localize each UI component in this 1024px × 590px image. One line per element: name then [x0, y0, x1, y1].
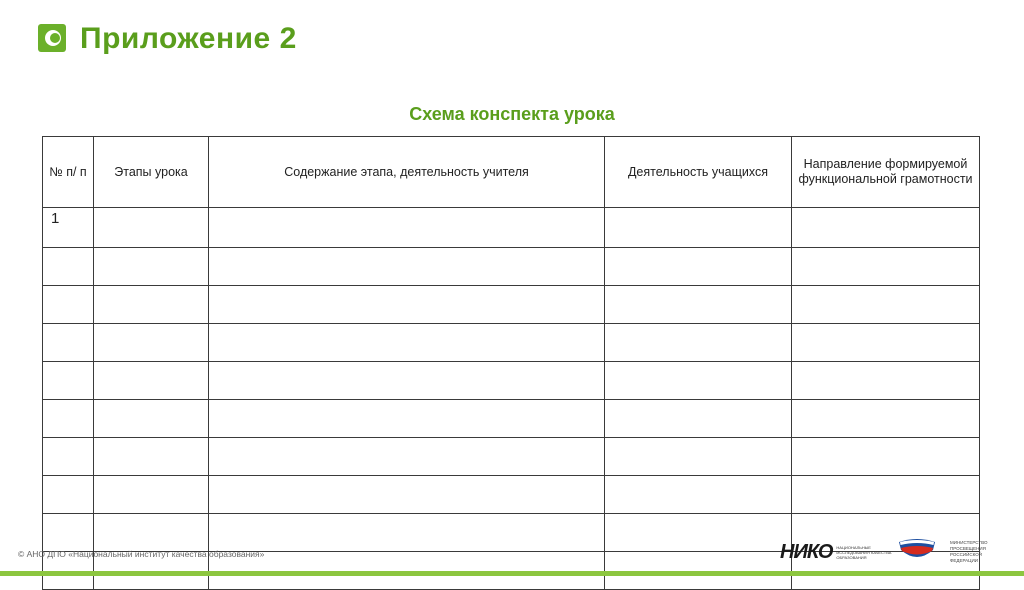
table-cell	[43, 286, 94, 324]
table-row	[43, 400, 980, 438]
table-row	[43, 208, 980, 248]
table-row	[43, 438, 980, 476]
table-cell	[605, 208, 792, 248]
table-cell	[94, 208, 209, 248]
table-cell	[43, 476, 94, 514]
footer-accent-bar	[0, 571, 1024, 576]
table-cell	[605, 438, 792, 476]
copyright-text: © АНО ДПО «Национальный институт качества образования»	[18, 549, 265, 559]
niko-logo-subtext: НАЦИОНАЛЬНЫЕ ИССЛЕДОВАНИЯ КАЧЕСТВА ОБРАЗОВАНИЯ	[836, 544, 892, 560]
table-cell	[94, 362, 209, 400]
table-row	[43, 476, 980, 514]
table-cell	[209, 208, 605, 248]
table-cell	[94, 476, 209, 514]
table-cell	[209, 514, 605, 552]
table-cell	[94, 286, 209, 324]
ministry-emblem-icon	[897, 538, 937, 564]
table-row	[43, 248, 980, 286]
table-cell	[605, 362, 792, 400]
table-cell	[209, 286, 605, 324]
page-title: Приложение 2	[80, 22, 297, 55]
table-cell	[43, 362, 94, 400]
table-cell	[43, 400, 94, 438]
table-cell	[605, 400, 792, 438]
table-cell	[209, 476, 605, 514]
table-cell	[792, 438, 980, 476]
table-cell	[94, 248, 209, 286]
table-cell	[43, 514, 94, 552]
table-cell	[94, 324, 209, 362]
title-bullet-icon	[38, 24, 66, 52]
column-header-student-activity: Деятельность учащихся	[605, 137, 792, 208]
table-cell	[605, 286, 792, 324]
table-cell	[209, 362, 605, 400]
table-cell	[605, 476, 792, 514]
table-cell	[792, 248, 980, 286]
column-header-literacy-direction: Направление формируемой функциональной грамотности	[792, 137, 980, 208]
table-cell	[792, 324, 980, 362]
column-header-stages: Этапы урока	[94, 137, 209, 208]
table-cell	[94, 514, 209, 552]
table-cell	[209, 400, 605, 438]
table-cell	[605, 514, 792, 552]
page-subtitle: Схема конспекта урока	[409, 104, 615, 124]
table-cell-number: 1	[43, 208, 94, 248]
column-header-number: № п/ п	[43, 137, 94, 208]
niko-logo-text: НИКО	[780, 540, 833, 563]
table-cell	[792, 362, 980, 400]
table-cell	[209, 324, 605, 362]
column-header-content: Содержание этапа, деятельность учителя	[209, 137, 605, 208]
niko-logo	[780, 540, 896, 564]
table-row	[43, 324, 980, 362]
table-cell	[605, 324, 792, 362]
table-cell	[792, 286, 980, 324]
table-cell	[94, 400, 209, 438]
ministry-logo-text: МИНИСТЕРСТВО ПРОСВЕЩЕНИЯ РОССИЙСКОЙ ФЕДЕРАЦИИ	[950, 540, 988, 563]
table-cell	[792, 400, 980, 438]
table-cell	[209, 248, 605, 286]
table-cell	[94, 438, 209, 476]
table-row	[43, 362, 980, 400]
table-cell	[43, 324, 94, 362]
table-cell	[792, 476, 980, 514]
table-cell	[209, 438, 605, 476]
table-cell	[43, 438, 94, 476]
table-cell	[605, 248, 792, 286]
table-cell	[43, 248, 94, 286]
table-header-row	[43, 137, 980, 208]
table-row	[43, 286, 980, 324]
lesson-schema-table	[42, 136, 980, 590]
table-cell	[792, 208, 980, 248]
